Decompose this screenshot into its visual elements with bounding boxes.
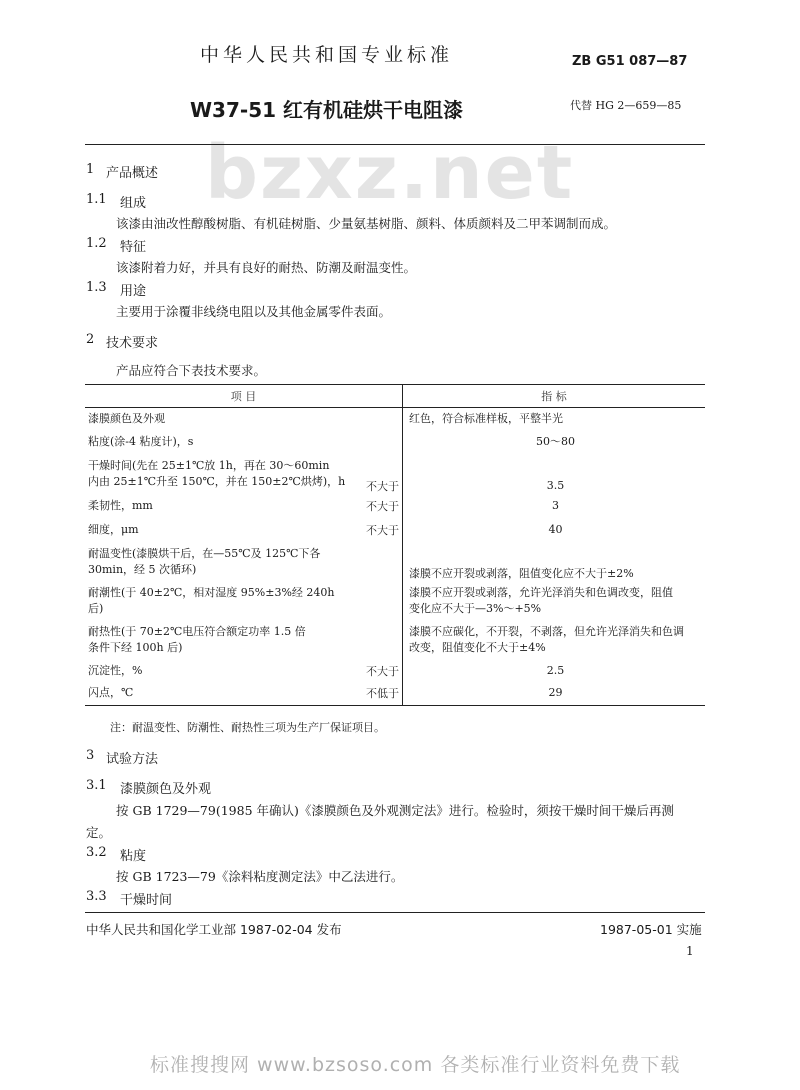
section-1-2-title: 特征 [120, 240, 147, 255]
table-row [85, 454, 705, 494]
document-title: W37-51 红有机硅烘干电阻漆 [190, 98, 463, 122]
section-3-1-line1: 按 GB 1729—79(1985 年确认)《漆膜颜色及外观测定法》进行。检验时，须按干燥时间干燥后再测 [116, 803, 674, 818]
row-item: 闪点，℃ [85, 682, 351, 706]
row-item [85, 620, 351, 660]
header-rule [85, 144, 705, 145]
table-row [85, 494, 705, 518]
publisher-line: 中华人民共和国化学工业部 1987-02-04 发布 [86, 922, 342, 937]
row-spec: 29 [403, 682, 706, 706]
row-item [85, 542, 351, 582]
header-item: 项 目 [85, 385, 403, 408]
table-row [85, 430, 705, 454]
row-item: 耐潮性(于 40±2℃，相对湿度 95%±3%经 240h 后) [88, 585, 335, 615]
section-3-3-number: 3.3 [86, 889, 107, 904]
row-qualifier [351, 430, 403, 454]
table-header-row [85, 385, 705, 408]
section-2-number: 2 [86, 332, 95, 347]
header-spec: 指 标 [403, 385, 706, 408]
section-1-1-title: 组成 [120, 196, 147, 211]
section-3-1-title: 漆膜颜色及外观 [120, 782, 212, 797]
site-banner: 标准搜搜网 www.bzsoso.com 各类标准行业资料免费下载 [150, 1054, 681, 1076]
row-qualifier: 不大于 [351, 518, 403, 542]
section-3-2-title: 粘度 [120, 849, 147, 864]
table-row [85, 620, 705, 660]
row-qualifier: 不大于 [351, 454, 403, 494]
section-3-2-number: 3.2 [86, 845, 107, 860]
section-3-1-number: 3.1 [86, 778, 107, 793]
section-1-number: 1 [86, 162, 95, 177]
table-note: 注：耐温变性、防潮性、耐热性三项为生产厂保证项目。 [110, 721, 385, 734]
footer-rule [85, 912, 705, 913]
row-spec-line: 改变，阻值变化不大于±4% [409, 640, 546, 654]
watermark: bzxz.net [205, 130, 575, 216]
section-1-3-title: 用途 [120, 284, 147, 299]
row-item-line: 耐热性(于 70±2℃电压符合额定功率 1.5 倍 [88, 624, 306, 638]
row-item-line: 内由 25±1℃升至 150℃，并在 150±2℃烘烤)，h [88, 474, 346, 488]
section-1-3-text: 主要用于涂覆非线绕电阻以及其他金属零件表面。 [116, 304, 392, 319]
row-spec: 2.5 [546, 663, 565, 677]
table-row [85, 408, 705, 430]
section-3-title: 试验方法 [106, 752, 159, 767]
row-item: 粘度(涂-4 粘度计)，s [88, 434, 194, 448]
row-spec [403, 582, 706, 620]
effective-date: 1987-05-01 实施 [600, 922, 702, 937]
row-spec: 50～80 [536, 434, 575, 448]
row-spec: 3 [552, 498, 559, 512]
table-row [85, 518, 705, 542]
section-2-title: 技术要求 [106, 336, 159, 351]
section-3-1-line2: 定。 [86, 825, 112, 840]
row-spec [403, 620, 706, 660]
table-row [85, 582, 705, 620]
row-spec: 红色，符合标准样板，平整半光 [409, 411, 563, 425]
row-qualifier: 不低于 [351, 682, 403, 706]
standard-category: 中华人民共和国专业标准 [200, 44, 454, 66]
section-1-3-number: 1.3 [86, 280, 107, 295]
section-3-number: 3 [86, 748, 95, 763]
row-qualifier: 不大于 [351, 660, 403, 682]
spec-table [85, 384, 705, 706]
standard-number: ZB G51 087—87 [572, 54, 688, 69]
row-item: 柔韧性，mm [88, 498, 153, 512]
row-item-line: 条件下经 100h 后) [88, 640, 183, 654]
section-3-3-title: 干燥时间 [120, 893, 173, 908]
row-spec-line: 变化应不大于—3%～+5% [409, 601, 542, 615]
row-item-line: 干燥时间(先在 25±1℃放 1h，再在 30～60min [88, 458, 330, 472]
row-item-line: 30min，经 5 次循环) [88, 562, 197, 576]
section-1-2-text: 该漆附着力好，并具有良好的耐热、防潮及耐温变性。 [116, 260, 417, 275]
section-1-1-number: 1.1 [86, 192, 107, 207]
section-1-1-text: 该漆由油改性醇酸树脂、有机硅树脂、少量氨基树脂、颜料、体质颜料及二甲苯调制而成。 [116, 216, 617, 231]
replaces-note: 代替 HG 2—659—85 [570, 99, 682, 112]
row-qualifier [351, 408, 403, 430]
table-row [85, 542, 705, 582]
row-spec-line: 漆膜不应碳化，不开裂，不剥落，但允许光泽消失和色调 [409, 624, 684, 638]
section-1-title: 产品概述 [106, 166, 159, 181]
section-1-2-number: 1.2 [86, 236, 107, 251]
row-qualifier [351, 620, 403, 660]
row-item-line: 耐温变性(漆膜烘干后，在—55℃及 125℃下各 [88, 546, 321, 560]
row-spec: 3.5 [546, 478, 565, 492]
section-2-intro: 产品应符合下表技术要求。 [116, 363, 267, 378]
row-spec: 40 [548, 522, 563, 536]
page-number: 1 [686, 944, 694, 958]
row-item: 漆膜颜色及外观 [88, 411, 165, 425]
row-qualifier [351, 582, 403, 620]
row-spec-line: 漆膜不应开裂或剥落，允许光泽消失和色调改变，阻值 [409, 585, 673, 599]
section-3-2-text: 按 GB 1723—79《涂料粘度测定法》中乙法进行。 [116, 869, 404, 884]
row-qualifier [351, 542, 403, 582]
row-item: 细度，μm [88, 522, 139, 536]
table-row [85, 660, 705, 682]
table-row [85, 682, 705, 706]
row-item: 沉淀性，% [88, 663, 143, 677]
row-qualifier: 不大于 [351, 494, 403, 518]
row-spec: 漆膜不应开裂或剥落，阻值变化应不大于±2% [409, 566, 634, 580]
row-item [85, 454, 351, 494]
